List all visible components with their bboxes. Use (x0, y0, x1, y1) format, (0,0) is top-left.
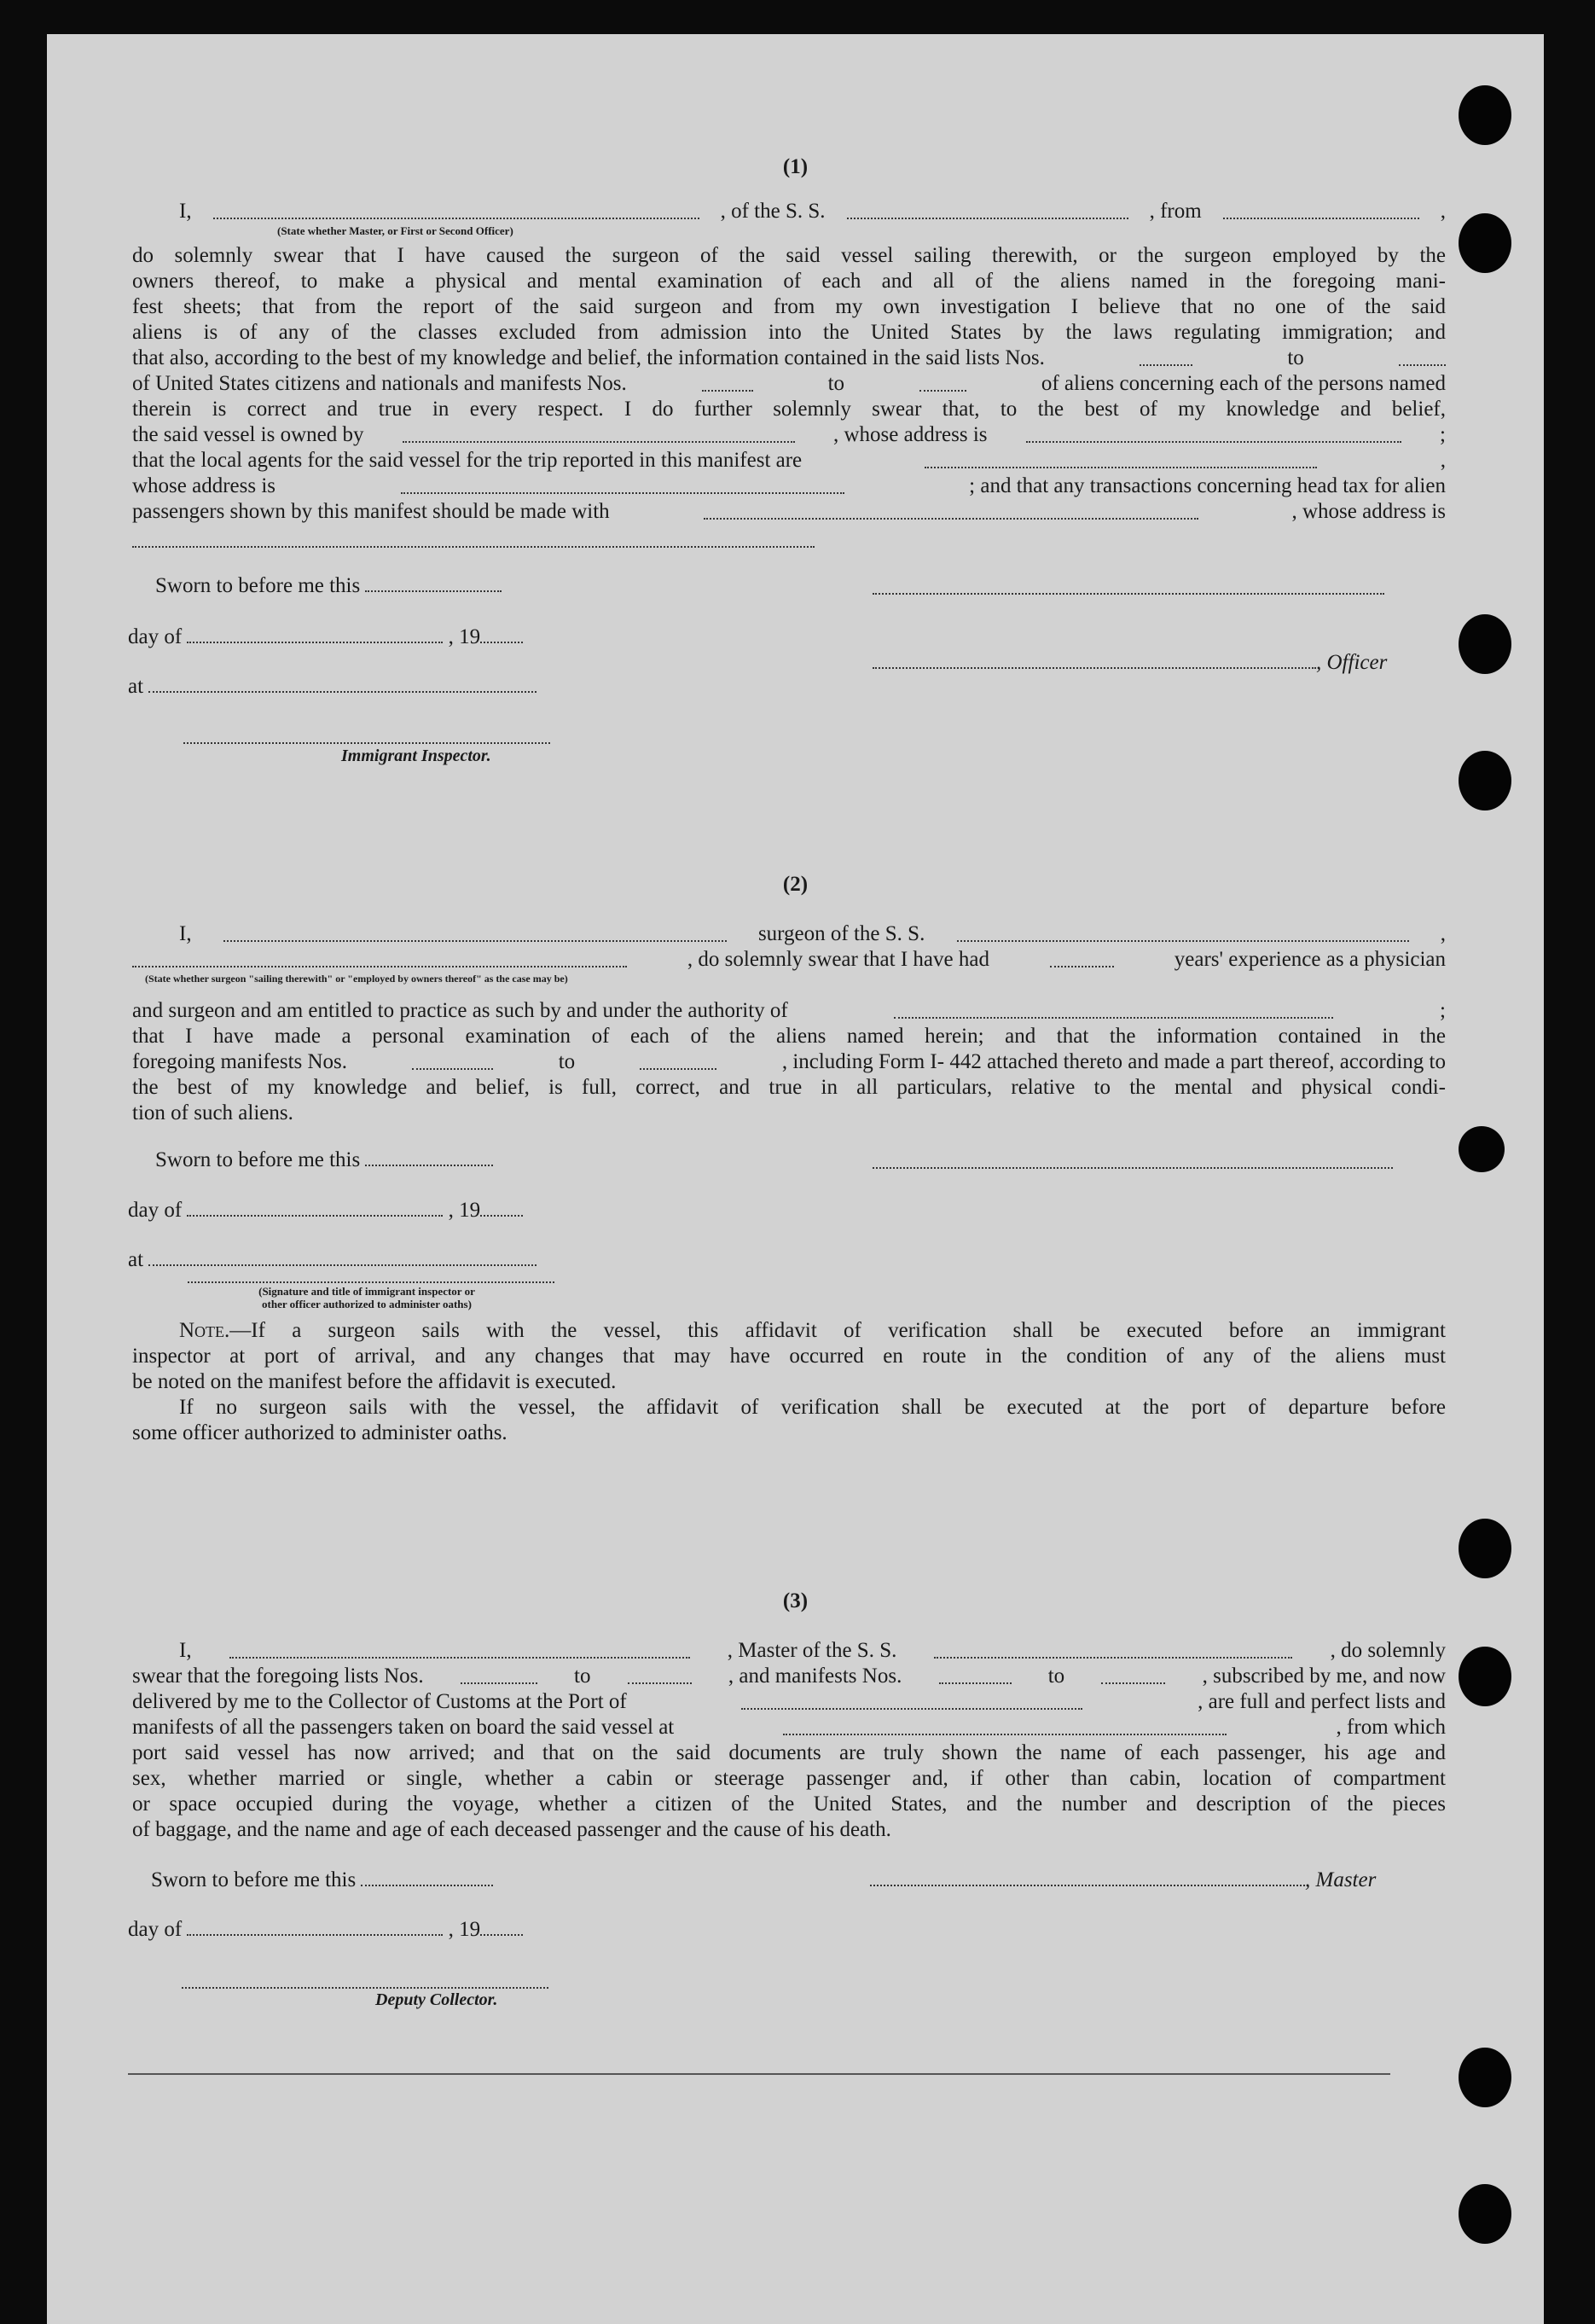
s1-sworn-day-field[interactable] (365, 572, 502, 592)
s1-agents-field[interactable] (925, 448, 1317, 468)
s2-surgeon-label: surgeon of the S. S. (757, 922, 925, 945)
s2-note-line: some officer authorized to administer oaths. (132, 1421, 508, 1444)
s3-from-which-label: , from which (1336, 1716, 1446, 1739)
s1-from-port-field[interactable] (1223, 199, 1419, 219)
s2-status-caption: (State whether surgeon "sailing therewith" or "employed by owners thereof" as the case may be) (145, 973, 568, 985)
s1-day-label: day of (128, 625, 183, 648)
s3-sworn-label: Sworn to before me this (151, 1868, 357, 1891)
s1-semicolon: ; (1440, 423, 1446, 446)
s1-text-line: therein is correct and true in every respect. I do further solemnly swear that, to the best of my knowledge and belief, (132, 398, 1446, 421)
s2-surgeon-status-field[interactable] (132, 947, 627, 967)
s2-line-4 (132, 1024, 1446, 1049)
s3-to-label: to (574, 1665, 591, 1688)
s3-port-field[interactable] (741, 1689, 1082, 1710)
s1-text-line: do solemnly swear that I have caused the surgeon of the said vessel sailing therewith, or the surgeon employed by the (132, 244, 1446, 267)
s3-manifests-to-field[interactable] (1101, 1664, 1165, 1684)
s2-year-label: , 19 (448, 1199, 481, 1222)
s1-owner-address-field[interactable] (1026, 422, 1401, 443)
s1-aliens-label: of aliens concerning each of the persons named (1041, 372, 1446, 395)
s2-authority-field[interactable] (894, 998, 1333, 1019)
punch-hole (1459, 751, 1511, 810)
section-3-heading: (3) (782, 1589, 809, 1612)
punch-hole (1459, 614, 1511, 674)
s3-sworn-line (151, 1866, 493, 1893)
s3-solemnly-label: , do solemnly (1330, 1639, 1446, 1662)
s1-head-tax-agent-field[interactable] (704, 499, 1198, 520)
s2-text-line: that I have made a personal examination of each of the aliens named herein; and that the information contained in the (132, 1025, 1446, 1048)
s2-note-text: —If a surgeon sails with the vessel, this affidavit of verification shall be executed before an immigrant (229, 1319, 1446, 1342)
s2-line-1 (179, 921, 1446, 947)
s3-i: I, (179, 1639, 192, 1662)
s3-master-caption: , Master (1305, 1868, 1377, 1891)
s2-at-field[interactable] (148, 1246, 536, 1266)
s2-line-2 (132, 947, 1446, 973)
punch-hole (1459, 2048, 1511, 2107)
punch-hole (1459, 1519, 1511, 1578)
s1-manifests-label: of United States citizens and nationals and manifests Nos. (132, 372, 627, 395)
s3-year-label: , 19 (448, 1918, 481, 1941)
s3-lists-from-field[interactable] (461, 1664, 537, 1684)
s1-lists-to-field[interactable] (1399, 346, 1446, 366)
s1-agent-address-label: whose address is (132, 474, 276, 497)
s1-month-field[interactable] (187, 623, 443, 643)
s2-manifests-label: foregoing manifests Nos. (132, 1050, 348, 1073)
s1-manifests-to-field[interactable] (919, 371, 966, 392)
s1-officer-caption: (State whether Master, or First or Second Officer) (277, 224, 513, 237)
s2-inspector-signature-field[interactable] (188, 1280, 554, 1283)
s1-lists-to-label: to (1287, 346, 1304, 369)
s2-note-line: be noted on the manifest before the affidavit is executed. (132, 1370, 617, 1393)
s3-year-field[interactable] (480, 1915, 523, 1936)
s1-at-line (128, 672, 536, 700)
s1-ship-name-field[interactable] (847, 199, 1128, 219)
s3-master-sign-line (870, 1866, 1376, 1893)
s2-comma: , (1440, 922, 1446, 945)
s1-whose-address-label: , whose address is (1291, 500, 1446, 523)
s2-sworn-day-field[interactable] (365, 1146, 493, 1166)
punch-hole (1459, 2184, 1511, 2244)
s3-text-line: port said vessel has now arrived; and that on the said documents are truly shown the name of each passenger, his age and (132, 1741, 1446, 1764)
s1-year-field[interactable] (480, 623, 523, 643)
s3-day-line (128, 1915, 523, 1943)
s1-at-label: at (128, 675, 144, 698)
s2-form-label: , including Form I- 442 attached thereto and made a part thereof, according to (781, 1050, 1446, 1073)
s1-inspector-signature-field[interactable] (183, 741, 550, 744)
s3-oath-paragraph (132, 1740, 1446, 1843)
s2-closing-lines (132, 1075, 1446, 1126)
s3-taken-label: manifests of all the passengers taken on board the said vessel at (132, 1716, 675, 1739)
s3-master-label: , Master of the S. S. (727, 1639, 897, 1662)
s3-lists-to-field[interactable] (628, 1664, 692, 1684)
punch-hole (1459, 1126, 1505, 1172)
s1-agent-address-field[interactable] (401, 474, 844, 494)
s1-day-line (128, 623, 523, 650)
s2-text-line: the best of my knowledge and belief, is full, correct, and true in all particulars, relative to the mental and physical condi- (132, 1076, 1446, 1099)
s2-signature-caption (205, 1285, 529, 1310)
s1-manifests-to-label: to (827, 372, 845, 395)
s2-year-field[interactable] (480, 1196, 523, 1217)
s3-lists-label: swear that the foregoing lists Nos. (132, 1665, 424, 1688)
s1-lists-line (132, 346, 1446, 371)
s3-manifests-from-field[interactable] (939, 1664, 1012, 1684)
s3-subscribed-label: , subscribed by me, and now (1202, 1665, 1446, 1688)
s1-head-tax-address-field[interactable] (132, 544, 815, 548)
s1-officer-sign-field[interactable] (873, 648, 1316, 669)
s1-from-label: , from (1149, 200, 1202, 223)
s3-master-signature-field[interactable] (870, 1866, 1305, 1886)
s1-line-1 (179, 199, 1446, 224)
s3-deputy-caption: Deputy Collector. (375, 1990, 498, 2009)
s3-line-1 (179, 1638, 1446, 1664)
s1-therein-line (132, 397, 1446, 422)
s3-line-3 (132, 1689, 1446, 1715)
s3-perfect-label: , are full and perfect lists and (1198, 1690, 1446, 1713)
s2-note-line (132, 1318, 1446, 1344)
s2-note-label: Note. (179, 1319, 230, 1342)
s1-text-line: owners thereof, to make a physical and mental examination of each and all of the aliens named in the foregoing mani- (132, 270, 1446, 293)
s1-manifests-from-field[interactable] (702, 371, 753, 392)
s2-sig-caption-line: (Signature and title of immigrant inspector or (258, 1285, 475, 1298)
s3-to-label: to (1047, 1665, 1065, 1688)
s3-day-label: day of (128, 1918, 183, 1941)
s2-note-line: If no surgeon sails with the vessel, the affidavit of verification shall be executed at the port of departure before (179, 1396, 1446, 1419)
s2-ship-name-field[interactable] (957, 921, 1409, 942)
s2-sworn-line (155, 1146, 493, 1173)
s2-sig-caption-line: other officer authorized to administer oaths) (262, 1298, 472, 1310)
s1-of-ss-label: , of the S. S. (720, 200, 826, 223)
s2-text-line: tion of such aliens. (132, 1101, 293, 1124)
bottom-rule (128, 2073, 1390, 2075)
s1-owner-address-label: , whose address is (832, 423, 988, 446)
s3-manifests-label: , and manifests Nos. (728, 1665, 902, 1688)
s3-text-line: of baggage, and the name and age of each deceased passenger and the cause of his death. (132, 1818, 891, 1841)
s3-text-line: or space occupied during the voyage, whether a citizen of the United States, and the number and description of the pieces (132, 1792, 1446, 1816)
s1-inspector-caption: Immigrant Inspector. (341, 747, 491, 765)
s1-owner-field[interactable] (403, 422, 795, 443)
s2-to-label: to (558, 1050, 576, 1073)
s3-text-line: sex, whether married or single, whether a cabin or steerage passenger and, if other than cabin, location of compartment (132, 1767, 1446, 1790)
s2-note-line: inspector at port of arrival, and any changes that may have occurred en route in the condition of any of the aliens must (132, 1345, 1446, 1368)
s2-line-3 (132, 998, 1446, 1024)
s2-signature-field[interactable] (873, 1165, 1393, 1169)
s3-deputy-signature-field[interactable] (182, 1985, 548, 1989)
section-2-heading: (2) (782, 873, 809, 896)
s1-text-line: fest sheets; that from the report of the said surgeon and from my own investigation I believe that no one of the said (132, 295, 1446, 318)
s3-month-field[interactable] (187, 1915, 443, 1936)
punch-hole (1459, 85, 1511, 145)
s2-line-5 (132, 1049, 1446, 1075)
s1-signature-field[interactable] (873, 591, 1384, 595)
s1-officer-title-field[interactable] (213, 199, 699, 219)
s1-officer-line (873, 648, 1387, 676)
s1-owned-label: the said vessel is owned by (132, 423, 364, 446)
s2-experience-label: years' experience as a physician (1174, 948, 1446, 971)
s2-manifests-to-field[interactable] (640, 1049, 716, 1070)
s1-year-label: , 19 (448, 625, 481, 648)
manifest-verification-page (47, 34, 1544, 2324)
s1-lists-from-field[interactable] (1140, 346, 1192, 366)
s1-lists-label: that also, according to the best of my knowledge and belief, the information contained in the said lists Nos. (132, 346, 1045, 369)
s2-at-line (128, 1246, 536, 1273)
s1-at-field[interactable] (148, 672, 536, 693)
s3-master-name-field[interactable] (229, 1638, 690, 1659)
s2-day-line (128, 1196, 523, 1223)
s1-sworn-line (155, 572, 502, 599)
s1-oath-paragraph (132, 243, 1446, 346)
s1-passengers-line (132, 499, 1446, 525)
s2-manifests-from-field[interactable] (412, 1049, 493, 1070)
s3-line-2 (132, 1664, 1446, 1689)
s1-text-line: aliens is of any of the classes excluded from admission into the United States by the laws regulating immigration; and (132, 321, 1446, 344)
s1-agents-label: that the local agents for the said vessel for the trip reported in this manifest are (132, 449, 803, 472)
s2-sworn-label: Sworn to before me this (155, 1148, 361, 1171)
s3-boarding-port-field[interactable] (783, 1715, 1227, 1735)
s3-line-4 (132, 1715, 1446, 1740)
s1-i: I, (179, 200, 192, 223)
s2-at-label: at (128, 1248, 144, 1271)
s2-swear-label: , do solemnly swear that I have had (687, 948, 989, 971)
s1-manifests-line (132, 371, 1446, 397)
s3-port-label: delivered by me to the Collector of Customs at the Port of (132, 1690, 627, 1713)
s2-i: I, (179, 922, 192, 945)
s2-semicolon: ; (1440, 999, 1446, 1022)
s1-agents-line (132, 448, 1446, 474)
s1-head-tax-label: ; and that any transactions concerning head tax for alien (969, 474, 1446, 497)
s2-note (132, 1318, 1446, 1446)
punch-hole (1459, 1647, 1511, 1706)
s3-ship-name-field[interactable] (934, 1638, 1292, 1659)
s2-month-field[interactable] (187, 1196, 443, 1217)
s2-years-field[interactable] (1050, 947, 1114, 967)
s1-comma: , (1440, 200, 1446, 223)
s1-sworn-label: Sworn to before me this (155, 574, 361, 597)
s1-comma: , (1440, 449, 1446, 472)
punch-hole (1459, 213, 1511, 273)
s2-day-label: day of (128, 1199, 183, 1222)
s1-made-with-label: passengers shown by this manifest should be made with (132, 500, 610, 523)
s1-officer-caption-label: , Officer (1316, 651, 1388, 674)
s2-authority-label: and surgeon and am entitled to practice as such by and under the authority of (132, 999, 788, 1022)
s3-sworn-day-field[interactable] (361, 1866, 493, 1886)
s1-owner-line (132, 422, 1446, 448)
s2-surgeon-name-field[interactable] (223, 921, 727, 942)
section-1-heading: (1) (782, 155, 809, 178)
s1-agent-address-line (132, 474, 1446, 499)
